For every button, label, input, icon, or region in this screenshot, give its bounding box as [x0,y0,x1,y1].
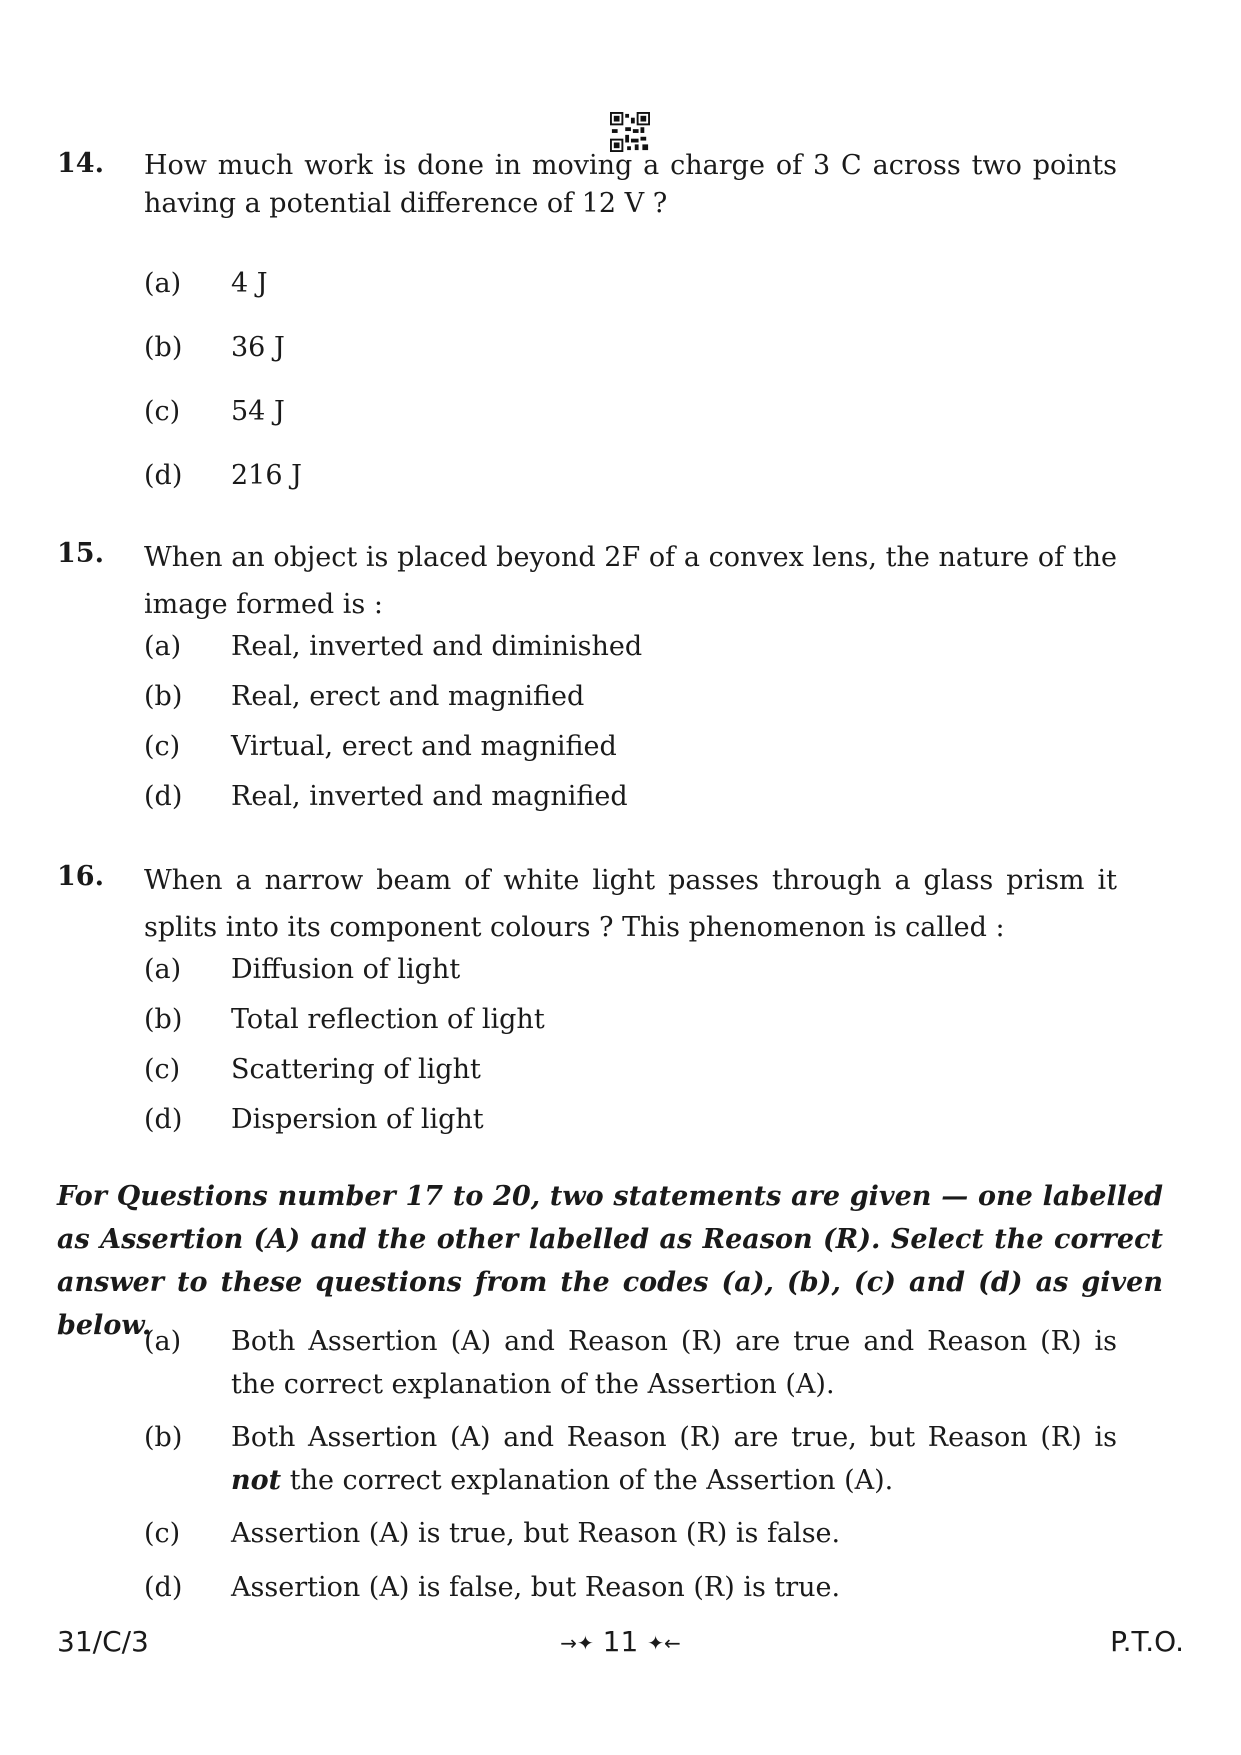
question-text: When an object is placed beyond 2F of a convex lens, the nature of the image formed is : [144,542,1117,620]
question-text: How much work is done in moving a charge of 3 C across two points having a potential difference of 12 V ? [144,150,1117,219]
question-number: 15. [57,538,104,569]
left-ornament-icon: →✦ [560,1631,594,1655]
qr-code [610,112,650,152]
question-number: 16. [57,861,104,892]
emphasis-not: not [231,1465,282,1496]
question-number: 14. [57,148,104,179]
paper-code: 31/C/3 [57,1625,149,1658]
right-ornament-icon: ✦← [647,1631,681,1655]
question-text: When a narrow beam of white light passes through a glass prism it splits into its component colours ? This phenomenon is called : [144,865,1117,943]
pto-label: P.T.O. [1110,1625,1184,1658]
page-number: →✦ 11 ✦← [560,1625,681,1658]
assertion-reason-instructions: For Questions number 17 to 20, two statements are given — one labelled as Assertion (A) and the other labelled as Reason (R). Select the correct answer to these questions from the codes (a), (b), (c) and (d) as given below. [57,1181,1163,1341]
